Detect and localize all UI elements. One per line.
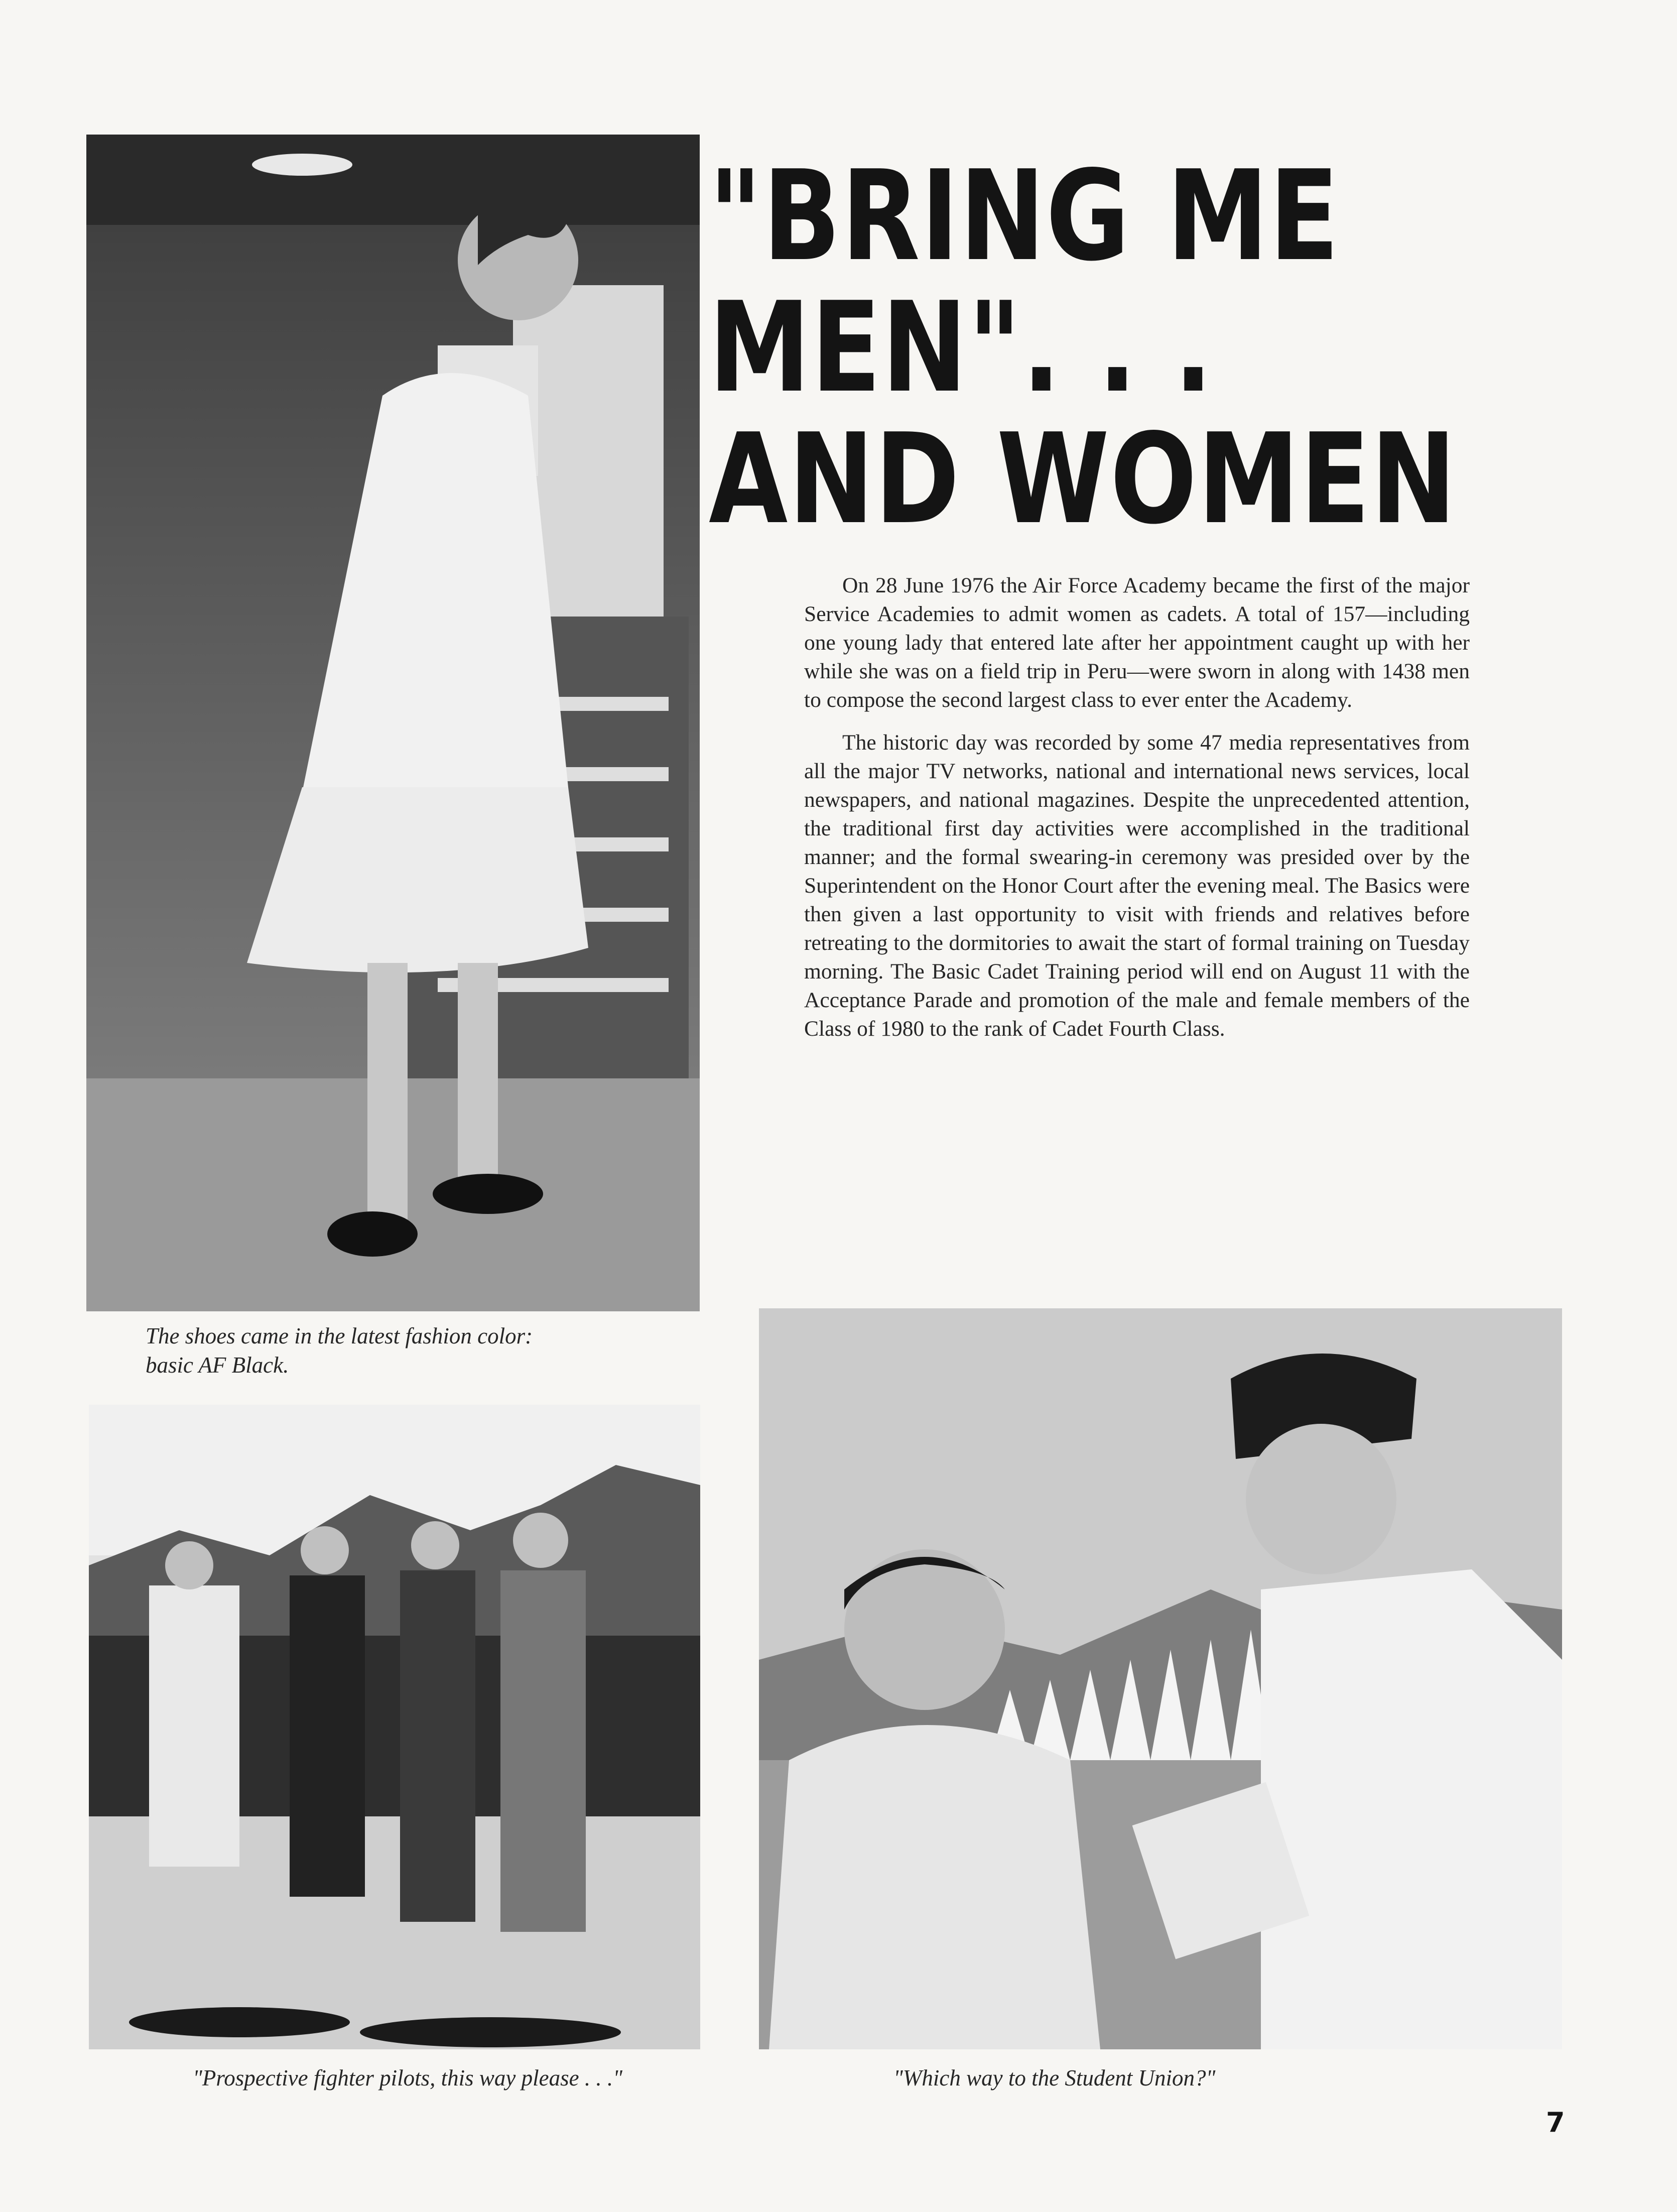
caption-shoes-line-1: The shoes came in the latest fashion color: [146, 1323, 533, 1348]
page-number: 7 [1546, 2107, 1565, 2138]
headline-line-1: "BRING ME [709, 144, 1340, 289]
caption-shoes [146, 1321, 698, 1380]
caption-union: "Which way to the Student Union?" [893, 2065, 1216, 2091]
headline-line-2: MEN". . . [709, 276, 1214, 420]
article-paragraph-1: On 28 June 1976 the Air Force Academy became the first of the major Service Academies to admit women as cadets. A total of 157—including one young lady that entered late after her appointment caught up with her while she was on a field trip in Peru—were sworn in along with 1438 men to compose the second largest class to ever enter the Academy. [804, 573, 1470, 712]
headline [709, 144, 1457, 552]
photo-woman-in-dress [86, 135, 700, 1311]
headline-line-3: AND WOMEN [709, 407, 1457, 552]
article-body [804, 571, 1470, 1057]
caption-pilots: "Prospective fighter pilots, this way please . . ." [192, 2065, 622, 2091]
photo-group-walking [89, 1405, 700, 2049]
article-paragraph-2: The historic day was recorded by some 47 media representatives from all the major TV networks, national and international news services, local newspapers, and national magazines. Despite the unprecedented attention, the traditional first day activities were accomplished in the traditional manner; and the formal swearing-in ceremony was presided over by the Superintendent on the Honor Court after the evening meal. The Basics were then given a last opportunity to visit with friends and relatives before retreating to the dormitories to await the start of formal training on Tuesday morning. The Basic Cadet Training period will end on August 11 with the Acceptance Parade and promotion of the male and female members of the Class of 1980 to the rank of Cadet Fourth Class. [804, 730, 1470, 1041]
caption-shoes-line-2: basic AF Black. [146, 1353, 289, 1378]
photo-cadet-greeting [759, 1308, 1562, 2049]
